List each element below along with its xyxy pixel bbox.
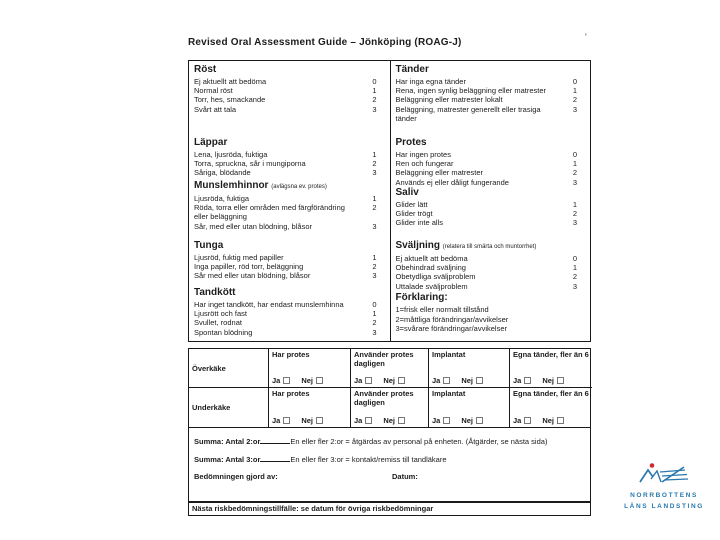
nej-label: Nej: [301, 416, 314, 425]
score-item: [194, 318, 377, 327]
ja-label: Ja: [513, 376, 522, 385]
item-value: 3: [572, 104, 577, 114]
item-value: 0: [572, 77, 577, 86]
yes-no-row: [272, 376, 347, 385]
section-tunga: [194, 240, 377, 281]
logo-text-line2: LÄNS LANDSTING: [624, 502, 704, 510]
item-value: 1: [372, 150, 377, 159]
item-text: Glider inte alls: [395, 218, 444, 228]
page-title: Revised Oral Assessment Guide – Jönköping (ROAG-J): [188, 37, 462, 48]
item-value: 3: [372, 168, 377, 178]
cell-overkake-har-protes: [268, 349, 350, 388]
score-item: [396, 95, 578, 104]
item-text: Beläggning eller matrester lokalt: [395, 95, 503, 105]
item-value: 0: [572, 150, 577, 159]
section-heading: [194, 137, 377, 149]
section-heading: [396, 187, 578, 199]
cell-heading: Har protes: [272, 350, 310, 359]
item-value: 1: [572, 86, 577, 96]
ja-label: Ja: [354, 416, 363, 425]
section-title: Tandkött: [194, 287, 236, 298]
score-item: [396, 178, 578, 187]
norrbottens-lans-landsting-logo: [612, 462, 716, 512]
score-item: [396, 282, 578, 291]
item-value: 0: [372, 77, 377, 86]
summary-text: En eller fler 3:or = kontakt/remiss till tandläkare: [290, 455, 447, 464]
item-text: Sår med eller utan blödning, blåsor: [194, 271, 311, 281]
item-text: Har inget tandkött, har endast munslemhinna: [194, 300, 344, 309]
cell-underkake-anvander-protes: [350, 388, 428, 427]
cell-underkake-implantat: [428, 388, 509, 427]
score-item: [194, 77, 377, 86]
score-item: [396, 77, 578, 86]
item-value: 2: [572, 209, 577, 219]
item-value: 3: [372, 271, 377, 281]
item-value: 3: [372, 327, 377, 337]
ja-label: Ja: [354, 376, 363, 385]
nej-label: Nej: [301, 376, 314, 385]
cell-overkake-implantat: [428, 349, 509, 388]
checkbox-ja: [443, 417, 450, 424]
cell-heading: Egna tänder, fler än 6: [513, 389, 589, 398]
score-item: [396, 168, 578, 177]
item-text: Torr, hes, smackande: [194, 95, 266, 105]
item-text: Rena, ingen synlig beläggning eller matrester: [395, 86, 547, 96]
score-item: [194, 300, 377, 309]
section-munslemhinnor: [194, 180, 377, 231]
item-text: Såriga, blödande: [194, 168, 251, 178]
section-title: Röst: [194, 64, 217, 75]
section-title: Läppar: [194, 137, 228, 148]
score-item: [396, 86, 578, 95]
item-value: 2: [572, 168, 577, 178]
section-title: Protes: [395, 137, 427, 148]
item-text: tänder: [395, 113, 417, 123]
item-text: Obetydliga sväljproblem: [395, 272, 476, 282]
item-text: Beläggning, matrester generellt eller trasiga: [395, 104, 541, 114]
next-assessment-note: Nästa riskbedömningstillfälle: se datum för övriga riskbedömningar: [188, 502, 591, 516]
summary-box: [188, 427, 591, 502]
item-value: 2: [372, 95, 377, 105]
section-forklaring: [396, 292, 578, 334]
cell-overkake-egna-tander: [509, 349, 592, 388]
item-text: Används ej eller dåligt fungerande: [395, 177, 509, 187]
nej-label: Nej: [542, 416, 555, 425]
checkbox-nej: [316, 417, 323, 424]
section-heading: [396, 64, 578, 76]
legend-line: 1=frisk eller normalt tillstånd: [395, 305, 489, 314]
score-item: [194, 328, 377, 337]
item-value: 1: [372, 309, 377, 319]
item-text: Ljusröd, fuktig med papiller: [194, 253, 284, 262]
section-tandkott: [194, 287, 377, 337]
ja-label: Ja: [272, 376, 281, 385]
yes-no-row: [513, 376, 589, 385]
stray-mark: ': [585, 32, 587, 42]
item-value: 3: [572, 281, 577, 291]
section-tander: [396, 64, 578, 123]
checkbox-nej: [476, 417, 483, 424]
item-text: Beläggning eller matrester: [395, 168, 484, 178]
score-item: [194, 194, 377, 203]
section-protes: [396, 137, 578, 187]
section-heading: [396, 137, 578, 149]
row-label-text: Överkäke: [192, 363, 226, 373]
logo-mark-icon: [638, 462, 690, 486]
nej-label: Nej: [461, 416, 474, 425]
item-value: 3: [372, 221, 377, 231]
item-value: 1: [572, 200, 577, 209]
item-text: Ej aktuellt att bedöma: [395, 254, 468, 263]
cell-heading: Använder protes dagligen: [354, 350, 414, 368]
nej-label: Nej: [383, 376, 396, 385]
section-saliv: [396, 187, 578, 228]
cell-heading: Egna tänder, fler än 6: [513, 350, 589, 359]
score-item: [396, 254, 578, 263]
ja-label: Ja: [432, 376, 441, 385]
assessment-score-box: [188, 60, 591, 342]
row-label-overkake: [189, 349, 268, 388]
assessed-by-label: Bedömningen gjord av:: [194, 472, 278, 481]
checkbox-ja: [365, 417, 372, 424]
score-item: [396, 159, 578, 168]
item-text: Spontan blödning: [194, 327, 253, 337]
cell-heading: Implantat: [432, 350, 466, 359]
score-item: [194, 105, 377, 114]
section-title: Tunga: [194, 240, 224, 251]
ja-label: Ja: [432, 416, 441, 425]
nej-label: Nej: [383, 416, 396, 425]
summary-text: En eller fler 2:or = åtgärdas av personal på enheten. (Åtgärder, se nästa sida): [290, 437, 548, 446]
checkbox-ja: [283, 377, 290, 384]
logo-text-line1: NORRBOTTENS: [630, 492, 698, 499]
yes-no-row: [432, 416, 506, 425]
item-value: 2: [372, 159, 377, 169]
summary-label: Summa: Antal 3:or: [194, 455, 261, 464]
score-item: [194, 309, 377, 318]
score-item: [194, 203, 377, 212]
fill-in-blank: [260, 453, 290, 462]
checkbox-ja: [365, 377, 372, 384]
item-text: eller beläggning: [194, 212, 247, 222]
section-heading: [396, 292, 578, 304]
item-text: Lena, ljusröda, fuktiga: [194, 150, 268, 159]
item-text: Uttalade sväljproblem: [395, 281, 468, 291]
section-rost: [194, 64, 377, 114]
fill-in-blank: [260, 435, 290, 444]
legend-line: 3=svårare förändringar/avvikelser: [395, 324, 508, 334]
score-item: [396, 105, 578, 114]
item-value: 1: [372, 253, 377, 262]
ja-label: Ja: [513, 416, 522, 425]
cell-underkake-egna-tander: [509, 388, 592, 427]
score-item: [194, 168, 377, 177]
summary-label: Summa: Antal 2:or: [194, 437, 261, 446]
yes-no-row: [513, 416, 589, 425]
item-value: 2: [372, 262, 377, 272]
item-text: Inga papiller, röd torr, beläggning: [194, 262, 304, 272]
score-column-left: [189, 61, 390, 341]
item-value: 2: [572, 95, 577, 105]
item-text: Glider lätt: [395, 200, 428, 209]
score-item: [396, 150, 578, 159]
checkbox-nej: [398, 377, 405, 384]
cell-heading: Har protes: [272, 389, 310, 398]
score-item: [194, 159, 377, 168]
score-item: [194, 222, 377, 231]
section-heading: [194, 240, 377, 252]
score-item: [194, 86, 377, 95]
item-value: 3: [372, 104, 377, 114]
section-heading: [396, 240, 578, 253]
item-text: Röda, torra eller områden med färgförändring: [194, 203, 345, 213]
score-item: [194, 150, 377, 159]
section-subtitle: (relatera till smärta och muntorrhet): [442, 244, 537, 250]
item-text: Svårt att tala: [194, 104, 237, 114]
item-text: Glider trögt: [395, 209, 433, 219]
section-heading: [194, 180, 377, 193]
item-text: Ljusröda, fuktiga: [194, 194, 250, 203]
score-item: [396, 263, 578, 272]
item-text: Normal röst: [194, 86, 233, 96]
legend-line: 2=måttliga förändringar/avvikelser: [395, 314, 509, 324]
score-item: [194, 271, 377, 280]
score-item: [396, 209, 578, 218]
checkbox-ja: [524, 417, 531, 424]
item-text: Har ingen protes: [395, 150, 451, 159]
section-title: Tänder: [395, 64, 429, 75]
score-item: [194, 262, 377, 271]
date-label: Datum:: [392, 472, 418, 481]
item-value: 2: [572, 272, 577, 282]
item-text: Ej aktuellt att bedöma: [194, 77, 267, 86]
row-label-text: Underkäke: [192, 403, 231, 412]
item-text: Sår, med eller utan blödning, blåsor: [194, 221, 312, 231]
section-lappar: [194, 137, 377, 178]
score-item: [194, 253, 377, 262]
item-value: 1: [372, 86, 377, 96]
item-text: Svullet, rodnat: [194, 318, 242, 328]
item-value: 3: [572, 177, 577, 187]
item-value: 2: [372, 203, 377, 213]
item-text: Obehindrad sväljning: [395, 263, 466, 273]
item-text: Torra, spruckna, sår i mungiporna: [194, 159, 306, 169]
item-value: 3: [572, 218, 577, 228]
yes-no-row: [432, 376, 506, 385]
score-item: [194, 95, 377, 104]
item-value: 0: [372, 300, 377, 309]
yes-no-row: [354, 376, 425, 385]
checkbox-ja: [524, 377, 531, 384]
checkbox-nej: [398, 417, 405, 424]
item-value: 1: [372, 194, 377, 203]
yes-no-row: [272, 416, 347, 425]
score-item-continuation: [194, 212, 377, 221]
cell-heading: Implantat: [432, 389, 466, 398]
summary-line-3or: [194, 453, 447, 464]
section-title: Saliv: [395, 187, 419, 198]
score-item: [396, 272, 578, 281]
section-svaljning: [396, 240, 578, 291]
checkbox-ja: [283, 417, 290, 424]
cell-overkake-anvander-protes: [350, 349, 428, 388]
score-column-right: [390, 61, 591, 341]
ja-label: Ja: [272, 416, 281, 425]
section-title: Munslemhinnor: [194, 180, 269, 191]
item-value: 2: [372, 318, 377, 328]
item-text: Har inga egna tänder: [395, 77, 466, 86]
item-text: Ljusrött och fast: [194, 309, 247, 319]
checkbox-ja: [443, 377, 450, 384]
checkbox-nej: [557, 417, 564, 424]
item-value: 1: [572, 159, 577, 169]
item-value: 1: [572, 263, 577, 273]
row-label-underkake: [189, 388, 268, 427]
section-heading: [194, 287, 377, 299]
cell-underkake-har-protes: [268, 388, 350, 427]
cell-heading: Använder protes dagligen: [354, 389, 414, 407]
nej-label: Nej: [461, 376, 474, 385]
score-item: [396, 200, 578, 209]
nej-label: Nej: [542, 376, 555, 385]
section-title: Förklaring:: [395, 292, 448, 303]
score-item: [396, 218, 578, 227]
section-subtitle: (avlägsna ev. protes): [271, 184, 327, 190]
item-value: 0: [572, 254, 577, 263]
summary-line-2or: [194, 435, 547, 446]
score-item-continuation: [396, 114, 578, 123]
checkbox-nej: [316, 377, 323, 384]
section-heading: [194, 64, 377, 76]
checkbox-nej: [476, 377, 483, 384]
yes-no-row: [354, 416, 425, 425]
item-text: Ren och fungerar: [395, 159, 454, 169]
checkbox-nej: [557, 377, 564, 384]
section-title: Sväljning: [395, 240, 440, 251]
jaw-checkbox-table: [188, 348, 591, 428]
